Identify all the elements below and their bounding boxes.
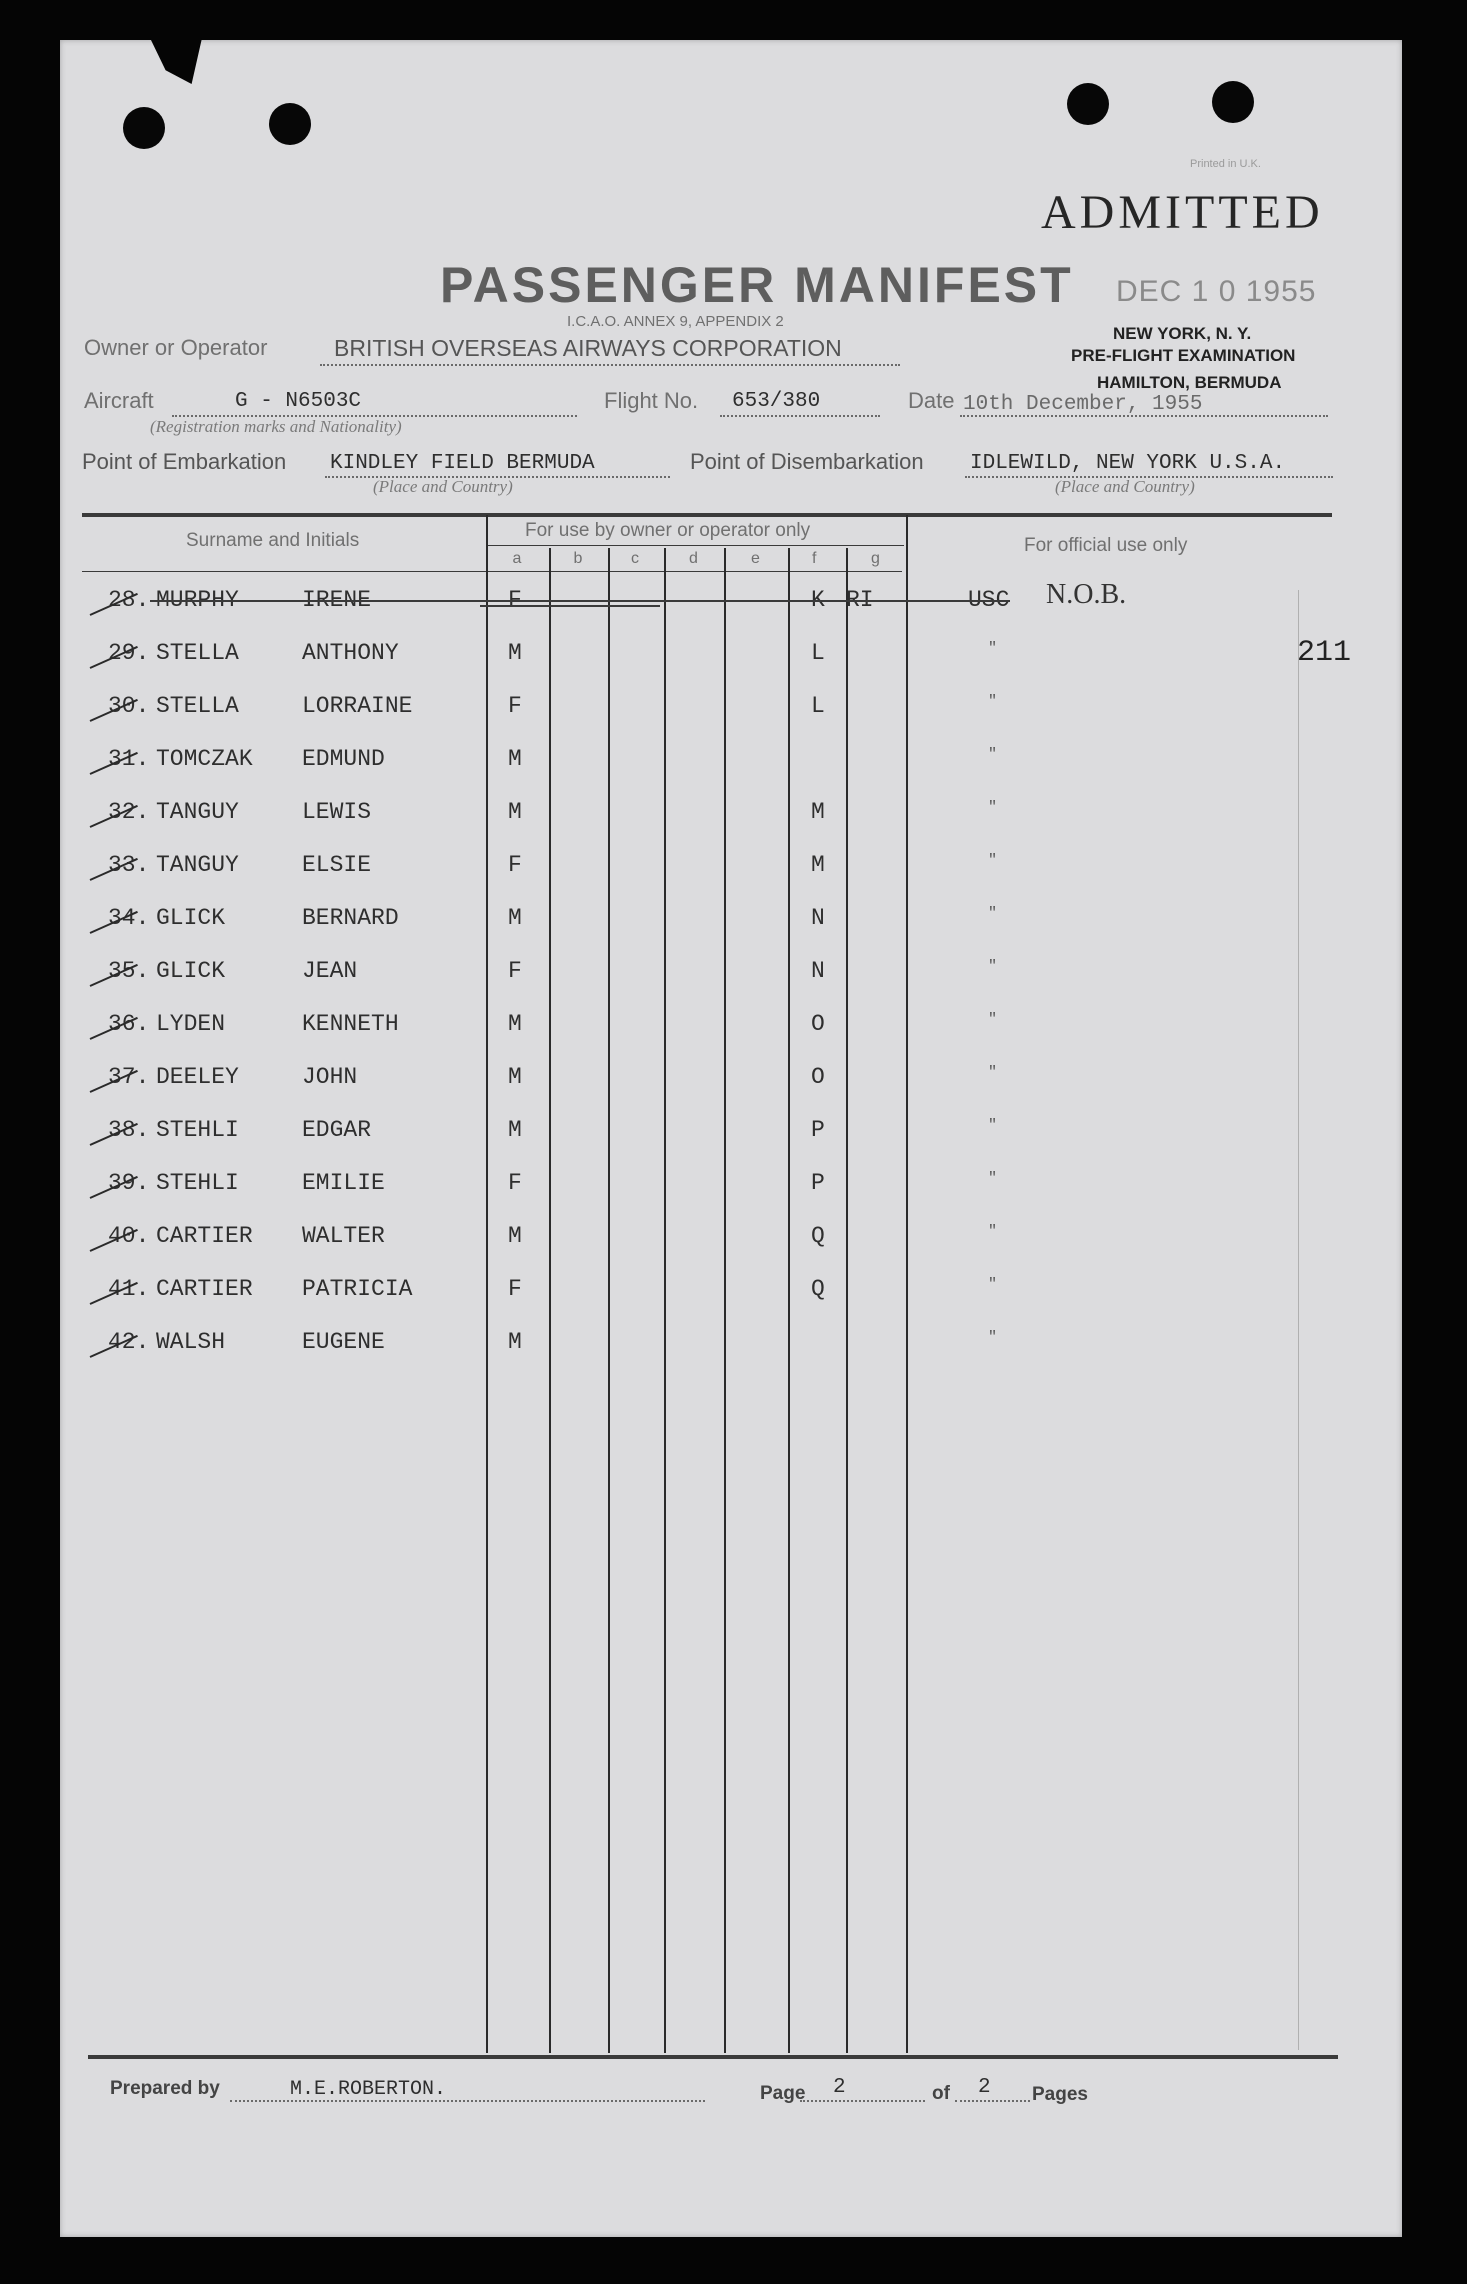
stamp-line-3: HAMILTON, BERMUDA	[1097, 373, 1282, 392]
aircraft-value: G - N6503C	[235, 390, 362, 413]
page-label: Page	[760, 2083, 806, 2104]
column-rule	[906, 515, 908, 2053]
surname: CARTIER	[156, 1223, 253, 1249]
pages-label: Pages	[1032, 2084, 1088, 2105]
surname: DEELEY	[156, 1064, 239, 1090]
col-f-code: Q	[811, 1276, 825, 1302]
surname: STELLA	[156, 693, 239, 719]
page-underline	[800, 2100, 925, 2102]
prepared-underline	[230, 2100, 705, 2102]
surname: MURPHY	[156, 587, 239, 613]
prepared-value: M.E.ROBERTON.	[290, 2078, 447, 2101]
date-underline	[960, 415, 1328, 417]
owner-value: BRITISH OVERSEAS AIRWAYS CORPORATION	[334, 335, 842, 361]
surname: STEHLI	[156, 1170, 239, 1196]
header-col-a: a	[512, 550, 522, 567]
surname: WALSH	[156, 1329, 226, 1355]
embark-note: (Place and Country)	[373, 477, 513, 496]
row-number: 42.	[108, 1329, 150, 1355]
official-mark: "	[988, 1329, 998, 1346]
col-a-sex: M	[508, 799, 522, 825]
flight-label: Flight No.	[604, 388, 699, 413]
operator-header-rule	[486, 545, 904, 546]
col-f-code: N	[811, 958, 825, 984]
header-col-d: d	[689, 550, 698, 567]
col-a-sex: M	[508, 1223, 522, 1249]
column-rule	[724, 548, 726, 2053]
stamp-line-1: NEW YORK, N. Y.	[1113, 324, 1252, 343]
col-a-sex: F	[508, 693, 522, 719]
manifest-sheet	[60, 40, 1402, 2237]
stamp-line-2: PRE-FLIGHT EXAMINATION	[1071, 346, 1296, 365]
col-f-code: Q	[811, 1223, 825, 1249]
col-f-code: M	[811, 799, 825, 825]
punch-hole	[1212, 81, 1254, 123]
surname: STEHLI	[156, 1117, 239, 1143]
col-f-code: L	[811, 693, 825, 719]
punch-hole	[123, 107, 165, 149]
col-a-sex: M	[508, 1329, 522, 1355]
col-g-code: RI	[846, 587, 874, 613]
row-number: 38.	[108, 1117, 150, 1143]
row-number: 31.	[108, 746, 150, 772]
col-f-code: O	[811, 1064, 825, 1090]
given-name: BERNARD	[302, 905, 399, 931]
header-operator: For use by owner or operator only	[525, 520, 811, 541]
col-f-code: P	[811, 1170, 825, 1196]
header-surname: Surname and Initials	[186, 530, 360, 551]
punch-hole	[269, 103, 311, 145]
header-col-f: f	[812, 550, 817, 567]
disembark-value: IDLEWILD, NEW YORK U.S.A.	[970, 452, 1286, 475]
row-number: 34.	[108, 905, 150, 931]
surname: GLICK	[156, 905, 226, 931]
col-a-sex: M	[508, 1064, 522, 1090]
page-value: 2	[833, 2076, 846, 2099]
given-name: LEWIS	[302, 799, 372, 825]
official-mark: "	[988, 640, 998, 657]
embark-label: Point of Embarkation	[82, 449, 287, 474]
given-name: JOHN	[302, 1064, 358, 1090]
row-number: 37.	[108, 1064, 150, 1090]
given-name: EDMUND	[302, 746, 385, 772]
official-mark: "	[988, 799, 998, 816]
col-a-sex: M	[508, 1011, 522, 1037]
official-mark: "	[988, 905, 998, 922]
printer-note: Printed in U.K.	[1190, 158, 1261, 170]
row-number: 36.	[108, 1011, 150, 1037]
official-mark: "	[988, 1276, 998, 1293]
owner-underline	[320, 364, 900, 366]
surname: GLICK	[156, 958, 226, 984]
table-top-rule	[82, 513, 1332, 517]
col-a-sex: F	[508, 1276, 522, 1302]
flight-value: 653/380	[732, 390, 821, 413]
row-number: 41.	[108, 1276, 150, 1302]
given-name: PATRICIA	[302, 1276, 413, 1302]
admitted-stamp: ADMITTED	[1041, 186, 1324, 239]
official-mark: "	[988, 1223, 998, 1240]
official-mark: "	[988, 746, 998, 763]
aircraft-label: Aircraft	[84, 388, 154, 413]
col-a-sex: F	[508, 1170, 522, 1196]
date-label: Date	[908, 388, 955, 413]
column-rule	[608, 548, 610, 2053]
row-number: 39.	[108, 1170, 150, 1196]
given-name: LORRAINE	[302, 693, 413, 719]
col-f-code: M	[811, 852, 825, 878]
col-a-sex: M	[508, 640, 522, 666]
surname: TANGUY	[156, 799, 239, 825]
surname: TANGUY	[156, 852, 239, 878]
surname: CARTIER	[156, 1276, 253, 1302]
official-column-edge	[1298, 590, 1299, 2050]
official-mark: "	[988, 693, 998, 710]
table-header-rule	[82, 571, 902, 572]
col-a-sex: M	[508, 746, 522, 772]
col-f-code: O	[811, 1011, 825, 1037]
official-note: N.O.B.	[1046, 579, 1127, 610]
row-number: 35.	[108, 958, 150, 984]
official-mark: "	[988, 1117, 998, 1134]
given-name: JEAN	[302, 958, 358, 984]
owner-label: Owner or Operator	[84, 335, 268, 360]
column-rule	[788, 548, 790, 2053]
col-a-sex: F	[508, 852, 522, 878]
given-name: WALTER	[302, 1223, 385, 1249]
official-mark: "	[988, 1170, 998, 1187]
header-col-e: e	[751, 550, 760, 567]
official-mark: "	[988, 1011, 998, 1028]
given-name: EMILIE	[302, 1170, 385, 1196]
col-f-code: N	[811, 905, 825, 931]
of-label: of	[932, 2083, 950, 2104]
given-name: ELSIE	[302, 852, 372, 878]
flight-underline	[720, 415, 880, 417]
row-number: 30.	[108, 693, 150, 719]
of-value: 2	[978, 2076, 991, 2099]
header-col-c: c	[631, 550, 639, 567]
official-mark: "	[988, 1064, 998, 1081]
column-rule	[664, 548, 666, 2053]
row-number: 28.	[108, 587, 150, 613]
row-number: 40.	[108, 1223, 150, 1249]
table-bottom-rule	[88, 2055, 1338, 2059]
embark-value: KINDLEY FIELD BERMUDA	[330, 452, 595, 475]
col-f-code: K	[811, 587, 825, 613]
col-a-sex: M	[508, 1117, 522, 1143]
official-mark: USC	[968, 587, 1010, 613]
col-a-sex: F	[508, 958, 522, 984]
surname: STELLA	[156, 640, 239, 666]
given-name: IRENE	[302, 587, 372, 613]
header-col-b: b	[573, 550, 583, 567]
given-name: KENNETH	[302, 1011, 399, 1037]
form-subtitle: I.C.A.O. ANNEX 9, APPENDIX 2	[567, 313, 784, 330]
column-rule	[486, 515, 488, 2053]
disembark-note: (Place and Country)	[1055, 477, 1195, 496]
given-name: EDGAR	[302, 1117, 372, 1143]
disembark-label: Point of Disembarkation	[690, 449, 924, 474]
column-rule	[549, 548, 551, 2053]
aircraft-note: (Registration marks and Nationality)	[150, 417, 402, 436]
row-number: 33.	[108, 852, 150, 878]
date-value: 10th December, 1955	[963, 393, 1203, 416]
official-mark: "	[988, 958, 998, 975]
punch-hole	[1067, 83, 1109, 125]
official-mark: "	[988, 852, 998, 869]
given-name: ANTHONY	[302, 640, 399, 666]
column-rule	[846, 548, 848, 2053]
strike-through-line	[480, 605, 660, 607]
header-official: For official use only	[1024, 535, 1188, 556]
header-col-g: g	[871, 550, 880, 567]
col-a-sex: F	[508, 587, 522, 613]
strike-through-line	[150, 600, 1010, 602]
row-number: 29.	[108, 640, 150, 666]
col-a-sex: M	[508, 905, 522, 931]
surname: LYDEN	[156, 1011, 226, 1037]
given-name: EUGENE	[302, 1329, 385, 1355]
prepared-label: Prepared by	[110, 2078, 220, 2099]
form-title: PASSENGER MANIFEST	[440, 257, 1074, 313]
surname: TOMCZAK	[156, 746, 253, 772]
row-number: 32.	[108, 799, 150, 825]
page-number-mark: 211	[1297, 636, 1352, 670]
of-underline	[955, 2100, 1030, 2102]
col-f-code: L	[811, 640, 825, 666]
stamp-date: DEC 1 0 1955	[1116, 275, 1317, 308]
col-f-code: P	[811, 1117, 825, 1143]
